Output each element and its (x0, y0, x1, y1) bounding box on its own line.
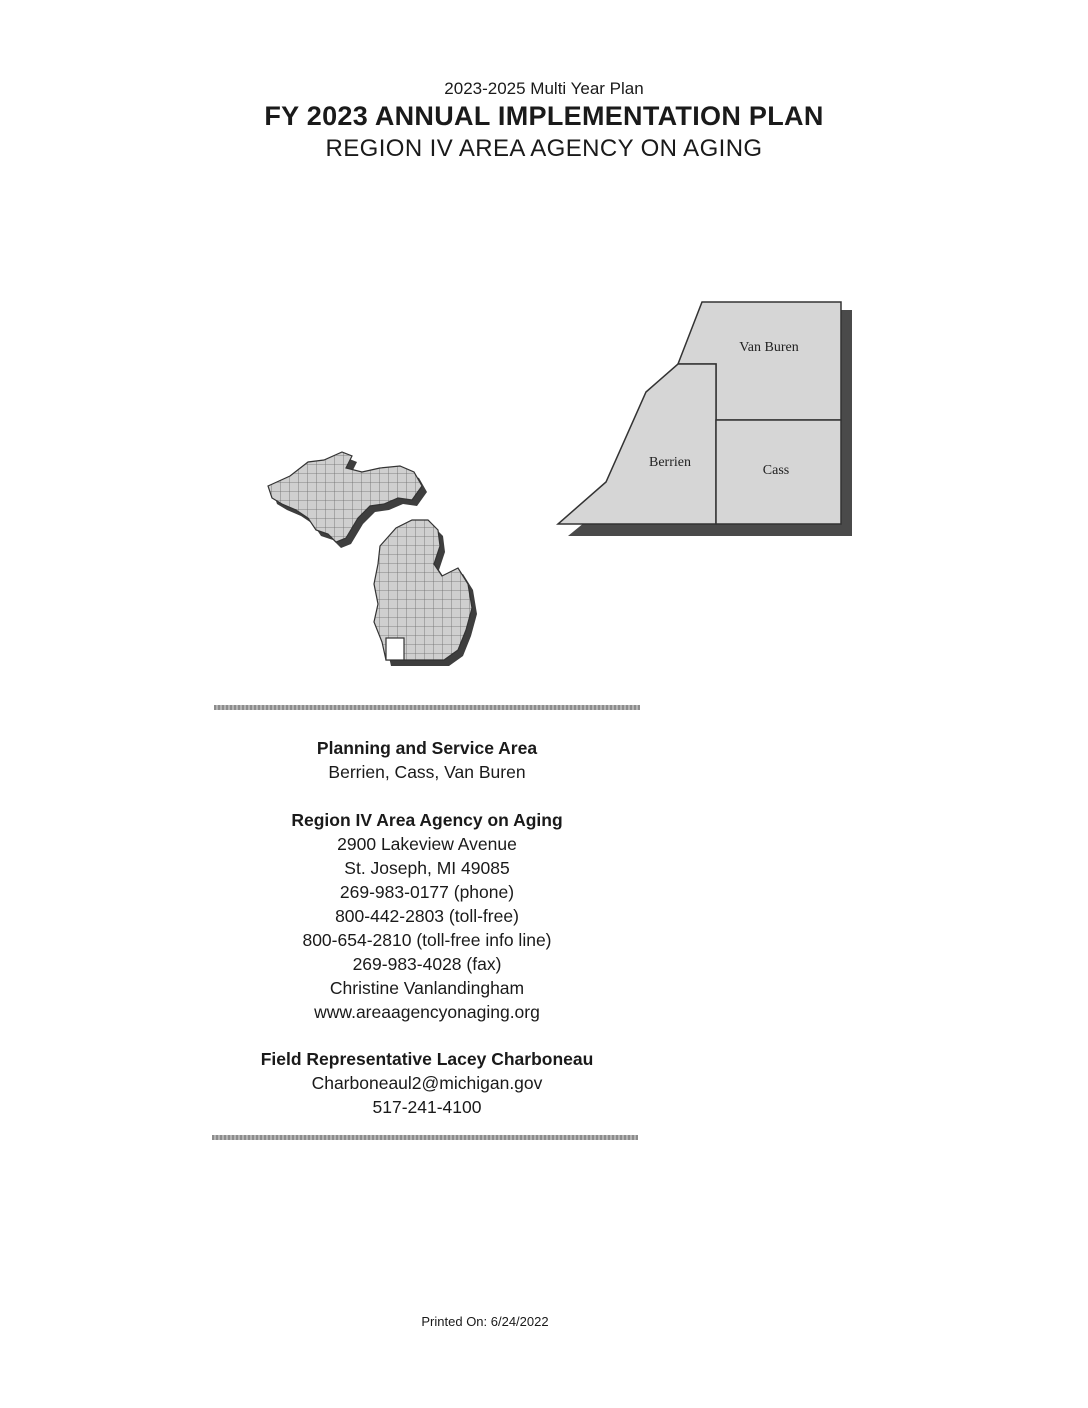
region-iv-highlight (386, 638, 404, 660)
michigan-map (262, 446, 512, 676)
agency-toll-free: 800-442-2803 (toll-free) (335, 906, 519, 926)
field-rep-email: Charboneaul2@michigan.gov (311, 1073, 543, 1093)
agency-heading: Region IV Area Agency on Aging (291, 810, 563, 830)
planning-area-section (214, 736, 640, 784)
region-iv-map (552, 296, 864, 540)
agency-website: www.areaagencyonaging.org (314, 1002, 540, 1022)
agency-director: Christine Vanlandingham (329, 978, 525, 998)
field-rep-phone: 517-241-4100 (372, 1097, 482, 1117)
agency-contact-section (214, 808, 640, 1024)
planning-heading: Planning and Service Area (316, 738, 538, 758)
agency-fax: 269-983-4028 (fax) (352, 954, 502, 974)
agency-title: REGION IV AREA AGENCY ON AGING (325, 135, 763, 162)
agency-phone: 269-983-0177 (phone) (339, 882, 515, 902)
plan-subtitle: 2023-2025 Multi Year Plan (444, 79, 644, 98)
field-rep-section (214, 1047, 640, 1119)
bottom-divider (212, 1135, 638, 1140)
printed-date: Printed On: 6/24/2022 (421, 1314, 549, 1329)
top-divider (214, 705, 640, 710)
county-label-van-buren: Van Buren (739, 340, 799, 355)
page-title: FY 2023 ANNUAL IMPLEMENTATION PLAN (264, 101, 824, 131)
planning-areas: Berrien, Cass, Van Buren (328, 762, 526, 782)
county-label-cass: Cass (762, 463, 790, 478)
agency-info-line: 800-654-2810 (toll-free info line) (302, 930, 552, 950)
field-rep-heading: Field Representative Lacey Charboneau (260, 1049, 594, 1069)
county-berrien (558, 364, 716, 524)
agency-address: 2900 Lakeview Avenue (337, 834, 517, 854)
agency-city: St. Joseph, MI 49085 (344, 858, 510, 878)
county-label-berrien: Berrien (649, 455, 691, 470)
